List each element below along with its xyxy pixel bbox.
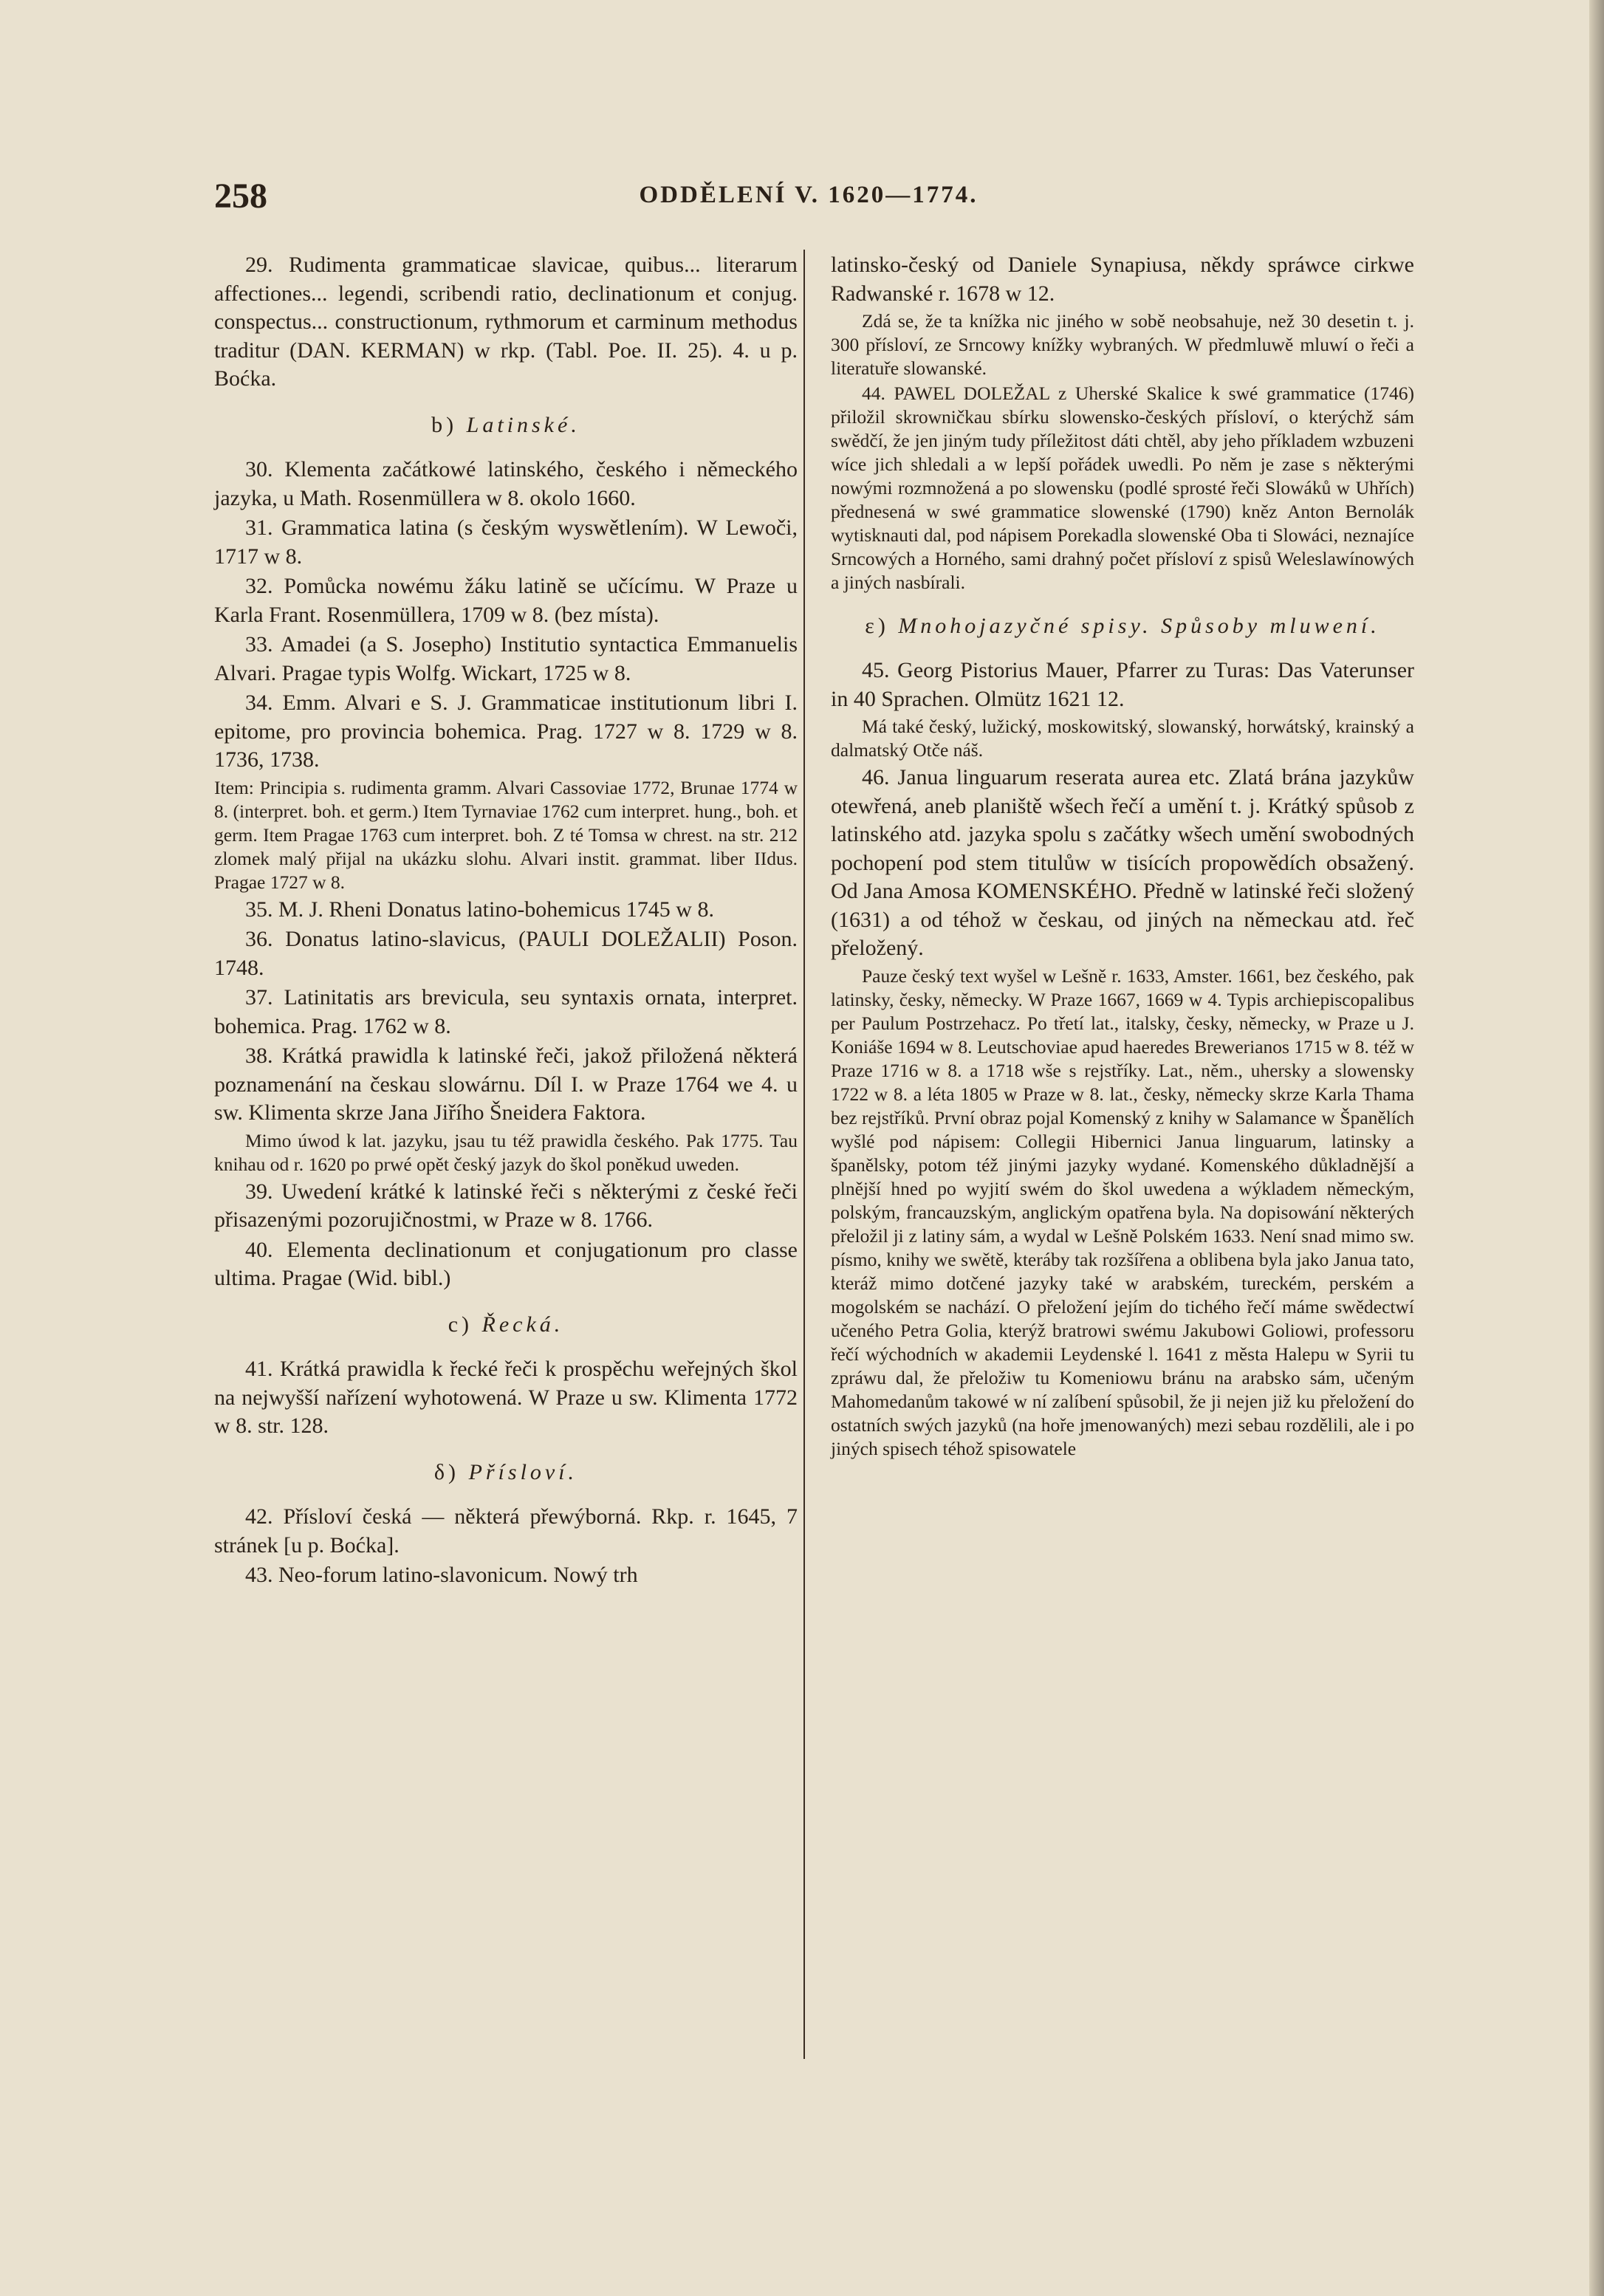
column-divider xyxy=(803,250,805,2059)
bibliography-entry: 36. Donatus latino-slavicus, (PAULI DOLEŽALII) Poson. 1748. xyxy=(214,927,798,980)
bibliography-entry: 46. Janua linguarum reserata aurea etc. Zlatá brána jazykůw otewřená, aneb planiště wšech řečí a umění t. j. Krátký spůsob z latinského atd. jazyka spolu s začátky wšech umění swobodných pochopení pod stem titulůw w tisících propowědích obsažený. Od Jana Amosa KOMENSKÉHO. Předně w latinské řeči složený (1631) a od téhož w českau, od jiných na německau atd. řeč přeložený. xyxy=(831,765,1414,960)
note-paragraph: Item: Principia s. rudimenta gramm. Alvari Cassoviae 1772, Brunae 1774 w 8. (interpret. boh. et germ.) Item Tyrnaviae 1762 cum interpret. hung., boh. et germ. Item Pragae 1763 cum interpret. boh. Z té Tomsa w chrest. na str. 212 zlomek malý přijal na ukázku slohu. Alvari instit. grammat. liber IIdus. Pragae 1727 w 8. xyxy=(214,776,798,893)
section-heading xyxy=(214,411,798,440)
section-heading xyxy=(831,612,1414,640)
bibliography-entry: 40. Elementa declinationum et conjugationum pro classe ultima. Pragae (Wid. bibl.) xyxy=(214,1237,798,1290)
bibliography-entry: 37. Latinitatis ars brevicula, seu syntaxis ornata, interpret. bohemica. Prag. 1762 w 8. xyxy=(214,985,798,1038)
bibliography-entry: 31. Grammatica latina (s českým wyswětlením). W Lewoči, 1717 w 8. xyxy=(214,515,798,569)
section-marker: b) xyxy=(431,412,467,437)
section-title: Mnohojazyčné spisy. Spůsoby mluwení. xyxy=(898,614,1380,638)
page-header xyxy=(214,176,1403,220)
note-paragraph: Zdá se, že ta knížka nic jiného w sobě neobsahuje, než 30 desetin t. j. 300 přísloví, ze Srncowy knížky wybraných. W předmluwě mluwí o řeči a literatuře slowanské. xyxy=(831,310,1414,379)
note-paragraph: 44. PAWEL DOLEŽAL z Uherské Skalice k swé grammatice (1746) přiložil skrowničkau sbírku slowensko-českých přísloví, o kterýchž sám swědčí, že jen jiným tudy příležitost dáti chtěl, aby jeho příkladem wzbuzeni wíce jich shledali a w lepší pořádek uwedli. Po něm je zase s některými nowými rozmnožená a po slowensku (podlé sprosté řeči Slowáků w Uhřích) přednesená w swé grammatice slowenské (1790) kněz Anton Bernolák wytisknauti dal, pod nápisem Porekadla slowenské Oba ti Slowáci, neznajíce Srncowých a Horného, sami drahný počet přísloví z spisů Weleslawínowých a jiných nasbírali. xyxy=(831,383,1414,593)
bibliography-entry: 30. Klementa začátkowé latinského, českého i německého jazyka, u Math. Rosenmüllera w 8. okolo 1660. xyxy=(214,457,798,510)
bibliography-entry: 29. Rudimenta grammaticae slavicae, quibus... literarum affectiones... legendi, scribendi ratio, declinationum et conjug. conspectus... constructionum, rythmorum et carminum methodus traditur (DAN. KERMAN) w rkp. (Tabl. Poe. II. 25). 4. u p. Boćka. xyxy=(214,253,798,391)
section-marker: ε) xyxy=(865,614,899,638)
left-column xyxy=(214,251,798,1591)
section-title: Řecká. xyxy=(481,1312,564,1337)
bibliography-entry: 34. Emm. Alvari e S. J. Grammaticae institutionum libri I. epitome, pro provincia bohemica. Prag. 1727 w 8. 1729 w 8. 1736, 1738. xyxy=(214,690,798,772)
bibliography-entry: 43. Neo-forum latino-slavonicum. Nowý trh xyxy=(245,1563,638,1587)
bibliography-entry: latinsko-český od Daniele Synapiusa, někdy spráwce cirkwe Radwanské r. 1678 w 12. xyxy=(831,253,1414,306)
bibliography-entry: 38. Krátká prawidla k latinské řeči, jakož přiložená některá poznamenání na českau slowárnu. Díl I. w Praze 1764 we 4. u sw. Klimenta skrze Jana Jiřího Šneidera Faktora. xyxy=(214,1044,798,1125)
running-title: ODDĚLENÍ V. 1620—1774. xyxy=(639,182,978,208)
section-title: Latinské. xyxy=(466,412,580,437)
note-paragraph: Má také český, lužický, moskowitský, slowanský, horwátský, krainský a dalmatský Otče náš. xyxy=(831,716,1414,761)
bibliography-entry: 32. Pomůcka nowému žáku latině se učícímu. W Praze u Karla Frant. Rosenmüllera, 1709 w 8. (bez místa). xyxy=(214,574,798,627)
section-marker: δ) xyxy=(433,1459,469,1484)
bibliography-entry: 35. M. J. Rheni Donatus latino-bohemicus 1745 w 8. xyxy=(245,897,714,922)
right-column xyxy=(831,251,1414,1462)
bibliography-entry: 41. Krátká prawidla k řecké řeči k prospěchu weřejných škol na nejwyšší nařízení wyhotowená. W Praze u sw. Klimenta 1772 w 8. str. 128. xyxy=(214,1357,798,1438)
page-number: 258 xyxy=(214,177,267,216)
section-heading xyxy=(214,1311,798,1340)
bibliography-entry: 33. Amadei (a S. Josepho) Institutio syntactica Emmanuelis Alvari. Pragae typis Wolfg. Wickart, 1725 w 8. xyxy=(214,632,798,685)
section-heading xyxy=(214,1459,798,1487)
section-title: Přísloví. xyxy=(468,1459,578,1484)
note-paragraph: Mimo úwod k lat. jazyku, jsau tu též prawidla českého. Pak 1775. Tau knihau od r. 1620 po prwé opět český jazyk do škol poněkud uweden. xyxy=(214,1129,798,1175)
bibliography-entry: 39. Uwedení krátké k latinské řeči s některými z české řeči přisazenými pozorujičnostmi, w Praze w 8. 1766. xyxy=(214,1179,798,1232)
page-edge-shadow xyxy=(1589,0,1604,2296)
bibliography-entry: 45. Georg Pistorius Mauer, Pfarrer zu Turas: Das Vaterunser in 40 Sprachen. Olmütz 1621 12. xyxy=(831,658,1414,711)
bibliography-entry: 42. Přísloví česká — některá přewýborná. Rkp. r. 1645, 7 stránek [u p. Boćka]. xyxy=(214,1504,798,1557)
section-marker: c) xyxy=(448,1312,482,1337)
note-paragraph: Pauze český text wyšel w Lešně r. 1633, Amster. 1661, bez českého, pak latinsky, česky, německy. W Praze 1667, 1669 w 4. Typis archiepiscopalibus per Paulum Postrzehacz. Po třetí lat., italsky, česky, německy, w Praze u J. Koniáše 1694 w 8. Leutschoviae apud haeredes Brewerianos 1715 w 8. též w Praze 1716 w 8. a 1718 wše s rejstříky. Lat., něm., uhersky a slowensky 1722 w 8. a léta 1805 w Praze w 8. lat., česky, německy skrze Karla Thama bez rejstříků. První obraz pojal Komenský z knihy w Salamance w Španělích wyšlé pod nápisem: Collegii Hibernici Janua linguarum, latinsky a španělsky, potom též jinými jazyky wydané. Komenského důkladnější a plnější hned po wyjití swém do škol uwedena a wýkladem německým, polským, francauzským, anglickým opatřena byla. Na dopisowání některých přeložil ji z latiny sám, a wydal w Lešně Polském 1633. Není snad mimo sw. písmo, knihy we swětě, kteráby tak rozšířena a oblibena byla jako Janua tato, kteráž mimo dotčené jazyky také w arabském, tureckém, perském a mogolském se nachází. O přeložení jejím do tichého řečí máme swědectwí učeného Petra Golia, kterýž bratrowi swému Jakubowi Goliowi, professoru řečí wýchodních w akademii Leydenské l. 1641 z města Halepu w Syrii tu zpráwu dal, že přeložiw tu Komeniowu bránu na arabsko sám, učeným Mahomedanům takowé w ní zalíbení spůsobil, že ji nejen již ku přeložení do ostatních swých jazyků (na hoře jmenowaných) mezi sebau rozdělili, ale i po jiných spisech téhož spisowatele xyxy=(831,964,1414,1459)
